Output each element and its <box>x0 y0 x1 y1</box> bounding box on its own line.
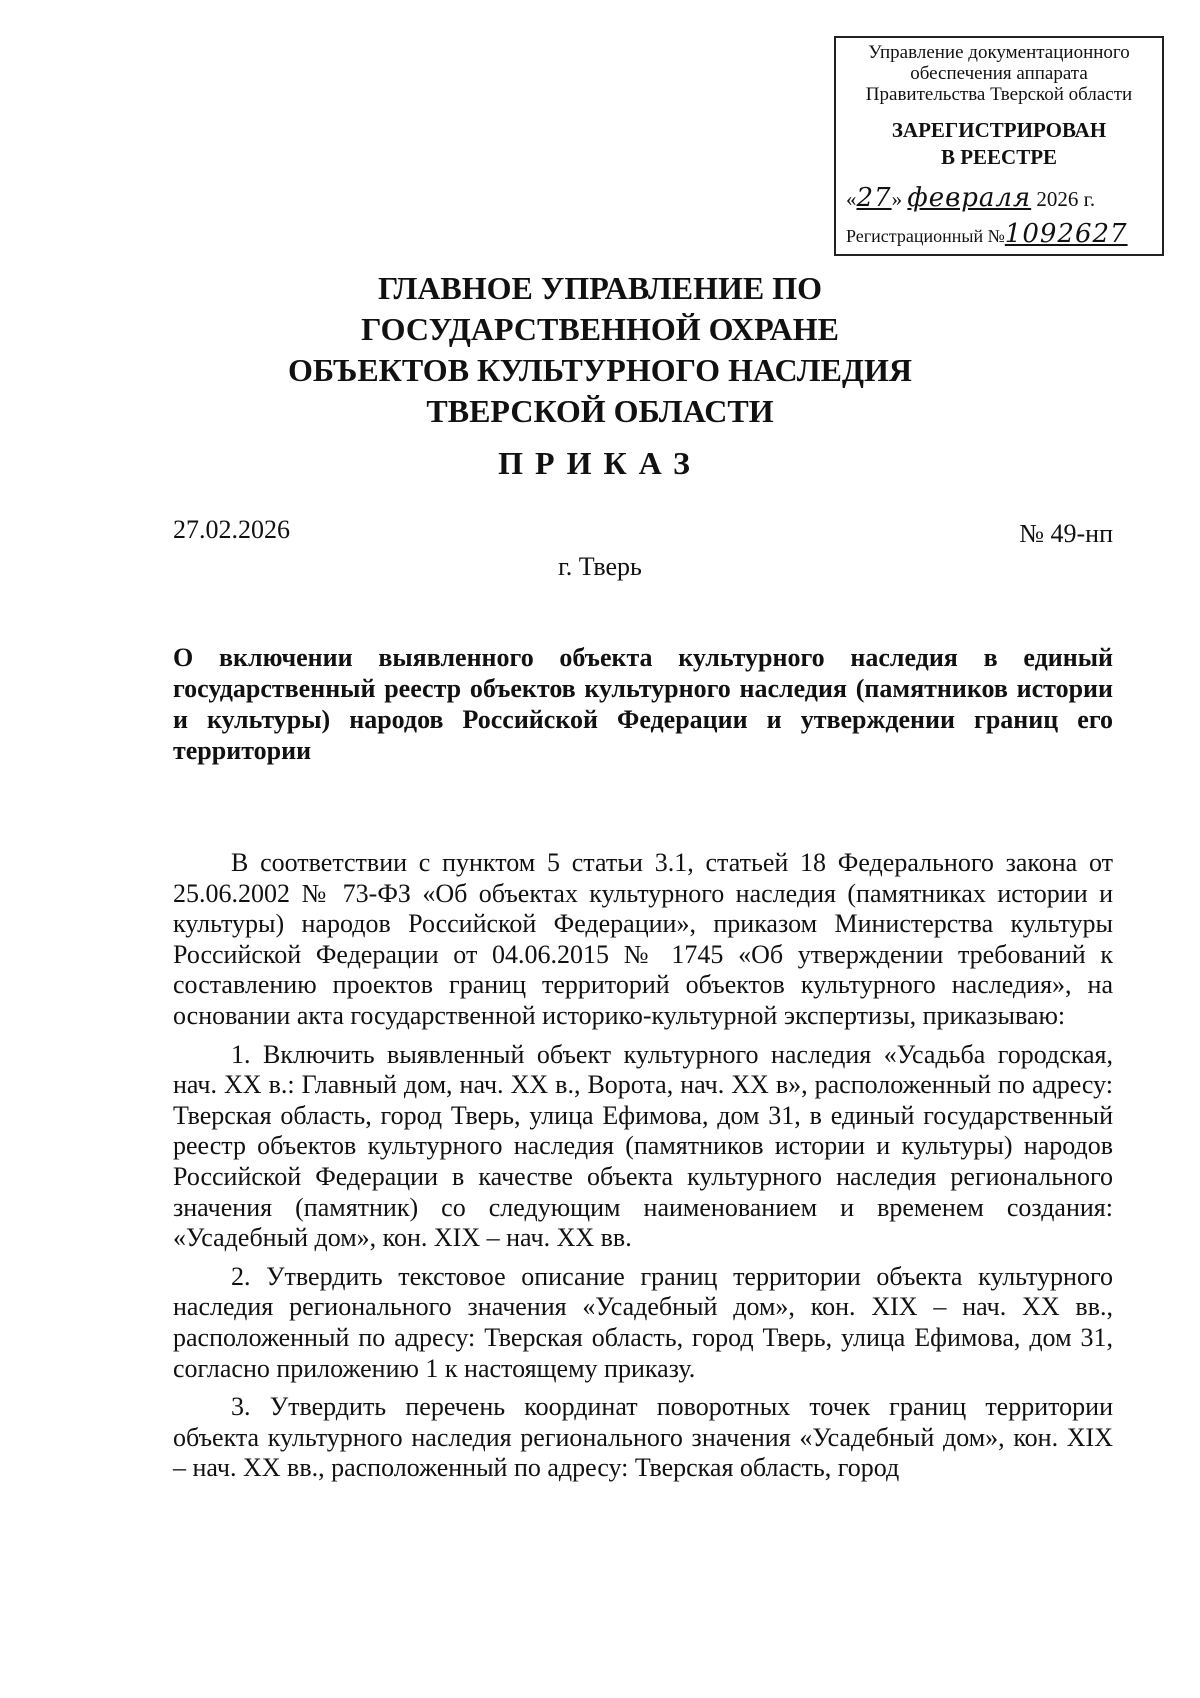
stamp-org-line: Управление документационного <box>868 42 1130 63</box>
order-city: г. Тверь <box>558 552 642 581</box>
stamp-status <box>836 117 1162 171</box>
order-item-3: 3. Утвердить перечень координат поворотных точек границ территории объекта культурного наследия регионального значения «Усадебный дом», кон. XIX – нач. XX вв., расположенный по адресу: Тверская область, город <box>173 1392 1113 1483</box>
stamp-date-mid: » <box>891 187 903 211</box>
stamp-reg-number: 1092627 <box>1004 219 1128 249</box>
preamble-paragraph: В соответствии с пунктом 5 статьи 3.1, статьей 18 Федерального закона от 25.06.2002 № 73-ФЗ «Об объектах культурного наследия (памятниках истории и культуры) народов Российской Федерации», приказом Министерства культуры Российской Федерации от 04.06.2015 № 1745 «Об утверждении требований к составлению проектов границ территорий объектов культурного наследия», на основании акта государственной историко-культурной экспертизы, приказываю: <box>173 848 1113 1030</box>
order-body <box>173 848 1113 1484</box>
authority-line: ТВЕРСКОЙ ОБЛАСТИ <box>426 393 774 429</box>
order-number: № 49-нп <box>1019 519 1113 548</box>
order-item-1: 1. Включить выявленный объект культурного наследия «Усадьба городская, нач. XX в.: Главный дом, нач. XX в., Ворота, нач. XX в», расположенный по адресу: Тверская область, город Тверь, улица Ефимова, дом 31, в единый государственный реестр объектов культурного наследия (памятников истории и культуры) народов Российской Федерации в качестве объекта культурного наследия регионального значения (памятник) со следующим наименованием и временем создания: «Усадебный дом», кон. XIX – нач. XX вв. <box>173 1039 1113 1253</box>
authority-line: ОБЪЕКТОВ КУЛЬТУРНОГО НАСЛЕДИЯ <box>288 352 912 388</box>
stamp-status-line: ЗАРЕГИСТРИРОВАН <box>891 118 1107 142</box>
order-subject: О включении выявленного объекта культурного наследия в единый государственный реестр объектов культурного наследия (памятников истории и культуры) народов Российской Федерации и утверждении границ его территории <box>173 643 1113 765</box>
stamp-date-day: 27 <box>856 183 892 213</box>
authority-line: ГОСУДАРСТВЕННОЙ ОХРАНЕ <box>361 311 839 347</box>
stamp-organization <box>836 42 1162 105</box>
stamp-reg-number-line <box>846 219 1156 249</box>
order-item-2: 2. Утвердить текстовое описание границ территории объекта культурного наследия регионального значения «Усадебный дом», кон. XIX – нач. XX вв., расположенный по адресу: Тверская область, город Тверь, улица Ефимова, дом 31, согласно приложению 1 к настоящему приказу. <box>173 1261 1113 1383</box>
stamp-date-month: февраля <box>907 183 1032 213</box>
registration-stamp <box>834 36 1164 256</box>
stamp-date-open: « <box>846 187 857 211</box>
stamp-org-line: Правительства Тверской области <box>865 84 1133 105</box>
stamp-org-line: обеспечения аппарата <box>910 63 1088 84</box>
stamp-date-year: 2026 <box>1036 187 1079 211</box>
order-date: 27.02.2026 <box>173 515 290 544</box>
stamp-status-line: В РЕЕСТРЕ <box>940 145 1058 169</box>
stamp-reg-label: Регистрационный № <box>846 226 1005 246</box>
document-type-title: ПРИКАЗ <box>498 445 702 481</box>
issuing-authority <box>200 268 1000 432</box>
authority-line: ГЛАВНОЕ УПРАВЛЕНИЕ ПО <box>377 270 823 306</box>
stamp-date-suffix: г. <box>1083 187 1096 211</box>
stamp-date <box>846 183 1156 213</box>
